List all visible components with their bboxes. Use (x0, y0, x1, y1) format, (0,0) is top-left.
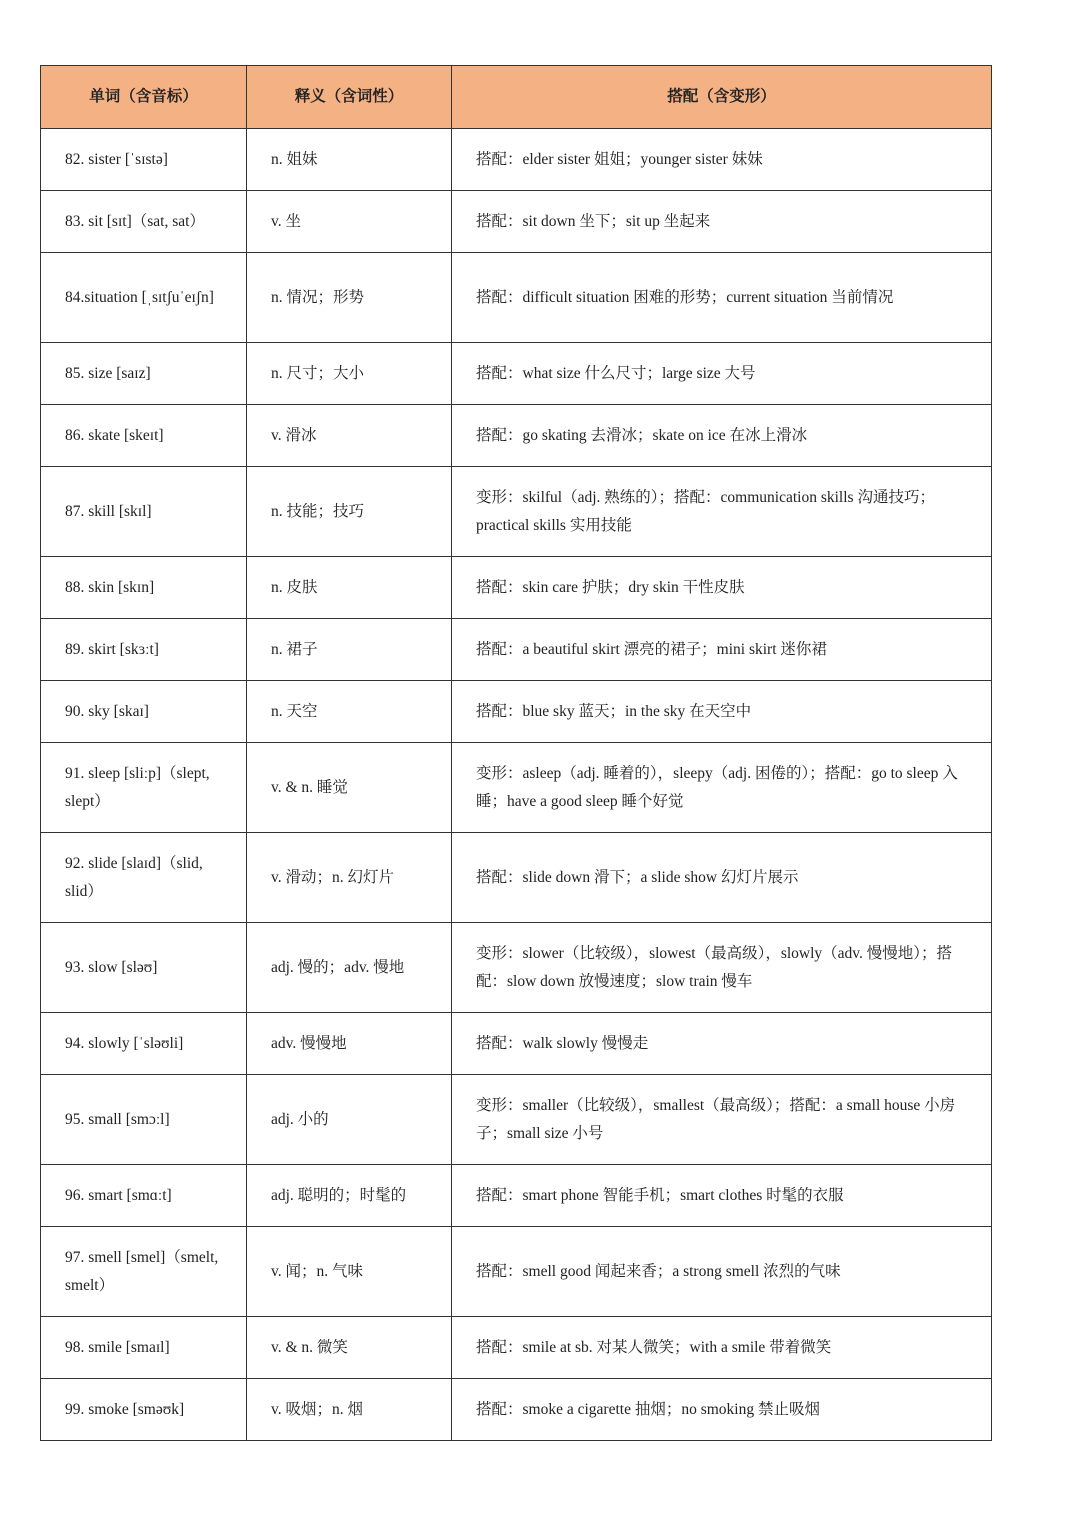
table-row (41, 1379, 992, 1441)
collocation-cell: 搭配：blue sky 蓝天；in the sky 在天空中 (452, 681, 992, 743)
table-row (41, 1075, 992, 1165)
collocation-cell: 变形：smaller（比较级），smallest（最高级）；搭配：a small house 小房子；small size 小号 (452, 1075, 992, 1165)
meaning-cell: adj. 慢的；adv. 慢地 (247, 923, 452, 1013)
word-cell: 98. smile [smaɪl] (41, 1317, 247, 1379)
collocation-cell: 变形：skilful（adj. 熟练的）；搭配：communication skills 沟通技巧；practical skills 实用技能 (452, 467, 992, 557)
collocation-cell: 搭配：elder sister 姐姐；younger sister 妹妹 (452, 129, 992, 191)
meaning-cell: n. 皮肤 (247, 557, 452, 619)
header-collocation: 搭配（含变形） (452, 66, 992, 129)
header-word: 单词（含音标） (41, 66, 247, 129)
table-row (41, 1165, 992, 1227)
collocation-cell: 搭配：smell good 闻起来香；a strong smell 浓烈的气味 (452, 1227, 992, 1317)
meaning-cell: v. & n. 睡觉 (247, 743, 452, 833)
meaning-cell: v. & n. 微笑 (247, 1317, 452, 1379)
collocation-cell: 搭配：smoke a cigarette 抽烟；no smoking 禁止吸烟 (452, 1379, 992, 1441)
table-row (41, 833, 992, 923)
word-cell: 96. smart [smɑːt] (41, 1165, 247, 1227)
word-cell: 89. skirt [skɜːt] (41, 619, 247, 681)
word-cell: 92. slide [slaɪd]（slid, slid） (41, 833, 247, 923)
collocation-cell: 搭配：slide down 滑下；a slide show 幻灯片展示 (452, 833, 992, 923)
collocation-cell: 搭配：difficult situation 困难的形势；current situation 当前情况 (452, 253, 992, 343)
meaning-cell: n. 姐妹 (247, 129, 452, 191)
meaning-cell: n. 天空 (247, 681, 452, 743)
word-cell: 84.situation [ˌsɪtʃuˈeɪʃn] (41, 253, 247, 343)
meaning-cell: v. 闻；n. 气味 (247, 1227, 452, 1317)
collocation-cell: 搭配：what size 什么尺寸；large size 大号 (452, 343, 992, 405)
table-row (41, 557, 992, 619)
header-row (41, 66, 992, 129)
word-cell: 93. slow [sləʊ] (41, 923, 247, 1013)
collocation-cell: 变形：slower（比较级），slowest（最高级），slowly（adv. 慢慢地）；搭配：slow down 放慢速度；slow train 慢车 (452, 923, 992, 1013)
table-row (41, 923, 992, 1013)
word-cell: 87. skill [skɪl] (41, 467, 247, 557)
meaning-cell: v. 坐 (247, 191, 452, 253)
collocation-cell: 搭配：sit down 坐下；sit up 坐起来 (452, 191, 992, 253)
table-row (41, 1013, 992, 1075)
table-row (41, 405, 992, 467)
meaning-cell: v. 滑动；n. 幻灯片 (247, 833, 452, 923)
table-row (41, 1227, 992, 1317)
collocation-cell: 搭配：smart phone 智能手机；smart clothes 时髦的衣服 (452, 1165, 992, 1227)
table-row (41, 343, 992, 405)
table-row (41, 743, 992, 833)
table-row (41, 253, 992, 343)
collocation-cell: 搭配：walk slowly 慢慢走 (452, 1013, 992, 1075)
vocabulary-table (40, 65, 992, 1441)
meaning-cell: n. 情况；形势 (247, 253, 452, 343)
meaning-cell: v. 吸烟；n. 烟 (247, 1379, 452, 1441)
meaning-cell: adj. 小的 (247, 1075, 452, 1165)
meaning-cell: n. 裙子 (247, 619, 452, 681)
table-row (41, 619, 992, 681)
meaning-cell: n. 技能；技巧 (247, 467, 452, 557)
meaning-cell: adv. 慢慢地 (247, 1013, 452, 1075)
meaning-cell: adj. 聪明的；时髦的 (247, 1165, 452, 1227)
word-cell: 85. size [saɪz] (41, 343, 247, 405)
collocation-cell: 搭配：smile at sb. 对某人微笑；with a smile 带着微笑 (452, 1317, 992, 1379)
word-cell: 86. skate [skeɪt] (41, 405, 247, 467)
header-meaning: 释义（含词性） (247, 66, 452, 129)
table-row (41, 467, 992, 557)
word-cell: 91. sleep [sliːp]（slept, slept） (41, 743, 247, 833)
table-body (41, 129, 992, 1441)
word-cell: 95. small [smɔːl] (41, 1075, 247, 1165)
table-header (41, 66, 992, 129)
word-cell: 88. skin [skɪn] (41, 557, 247, 619)
table-row (41, 129, 992, 191)
collocation-cell: 变形：asleep（adj. 睡着的），sleepy（adj. 困倦的）；搭配：go to sleep 入睡；have a good sleep 睡个好觉 (452, 743, 992, 833)
collocation-cell: 搭配：skin care 护肤；dry skin 干性皮肤 (452, 557, 992, 619)
table-row (41, 1317, 992, 1379)
collocation-cell: 搭配：go skating 去滑冰；skate on ice 在冰上滑冰 (452, 405, 992, 467)
word-cell: 90. sky [skaɪ] (41, 681, 247, 743)
word-cell: 99. smoke [sməʊk] (41, 1379, 247, 1441)
word-cell: 97. smell [smel]（smelt, smelt） (41, 1227, 247, 1317)
word-cell: 83. sit [sɪt]（sat, sat） (41, 191, 247, 253)
word-cell: 82. sister [ˈsɪstə] (41, 129, 247, 191)
meaning-cell: v. 滑冰 (247, 405, 452, 467)
word-cell: 94. slowly [ˈsləʊli] (41, 1013, 247, 1075)
table-row (41, 191, 992, 253)
meaning-cell: n. 尺寸；大小 (247, 343, 452, 405)
table-row (41, 681, 992, 743)
collocation-cell: 搭配：a beautiful skirt 漂亮的裙子；mini skirt 迷你裙 (452, 619, 992, 681)
